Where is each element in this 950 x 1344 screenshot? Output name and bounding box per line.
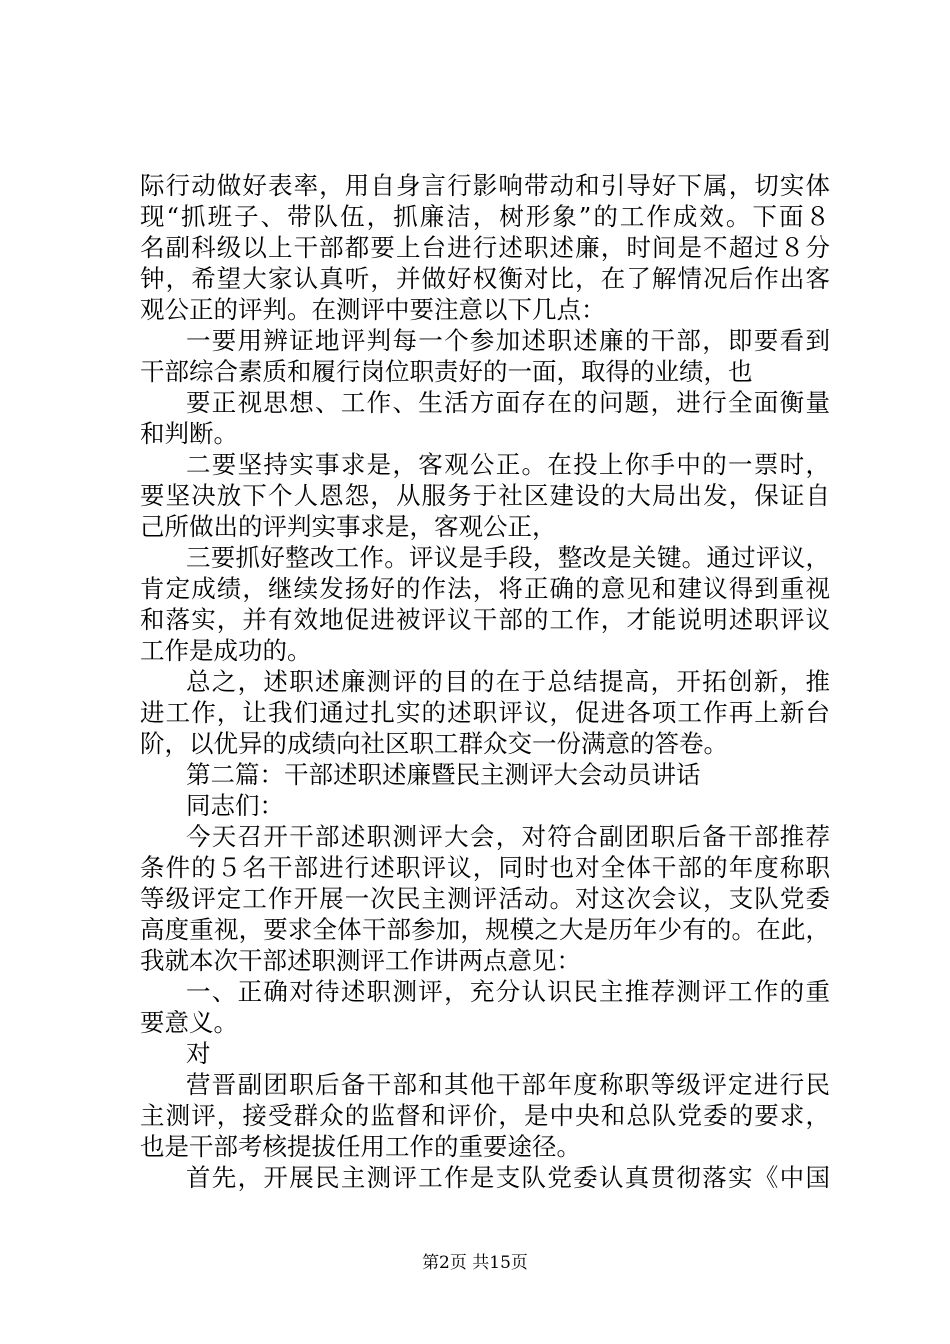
document-body: [140, 170, 830, 1193]
text-line: 名副科级以上干部都要上台进行述职述廉，时间是不超过８分: [140, 233, 830, 262]
text-line: 和落实，并有效地促进被评议干部的工作，才能说明述职评议: [140, 605, 830, 634]
text-line: 观公正的评判。在测评中要注意以下几点：: [140, 295, 606, 324]
text-line: 和判断。: [140, 419, 238, 448]
text-line: 现“抓班子、带队伍，抓廉洁，树形象”的工作成效。下面８: [140, 202, 830, 231]
text-line: 工作是成功的。: [140, 636, 312, 665]
text-line: 干部综合素质和履行岗位职责好的一面，取得的业绩，也: [140, 357, 753, 386]
text-line: 等级评定工作开展一次民主测评活动。对这次会议，支队党委: [140, 884, 830, 913]
text-line: 肯定成绩，继续发扬好的作法，将正确的意见和建议得到重视: [140, 574, 830, 603]
text-line: 要正视思想、工作、生活方面存在的问题，进行全面衡量: [186, 388, 830, 417]
text-line: 际行动做好表率，用自身言行影响带动和引导好下属，切实体: [140, 171, 830, 200]
text-line: 今天召开干部述职测评大会，对符合副团职后备干部推荐: [186, 822, 830, 851]
text-line: 第二篇：干部述职述廉暨民主测评大会动员讲话: [186, 760, 701, 789]
text-line: 己所做出的评判实事求是，客观公正，: [140, 512, 557, 541]
text-line: 要坚决放下个人恩怨，从服务于社区建设的大局出发，保证自: [140, 481, 830, 510]
text-line: 高度重视，要求全体干部参加，规模之大是历年少有的。在此，: [140, 915, 830, 944]
text-line: 营晋副团职后备干部和其他干部年度称职等级评定进行民: [186, 1070, 830, 1099]
text-line: 三要抓好整改工作。评议是手段，整改是关键。通过评议，: [186, 543, 830, 572]
text-line: 进工作，让我们通过扎实的述职评议，促进各项工作再上新台: [140, 698, 830, 727]
text-line: 一要用辨证地评判每一个参加述职述廉的干部，即要看到: [186, 326, 830, 355]
text-line: 首先，开展民主测评工作是支队党委认真贯彻落实《中国: [186, 1163, 830, 1192]
text-line: 也是干部考核提拔任用工作的重要途径。: [140, 1132, 581, 1161]
text-line: 我就本次干部述职测评工作讲两点意见：: [140, 946, 581, 975]
text-line: 总之，述职述廉测评的目的在于总结提高，开拓创新，推: [186, 667, 830, 696]
text-line: 条件的５名干部进行述职评议，同时也对全体干部的年度称职: [140, 853, 830, 882]
text-line: 主测评，接受群众的监督和评价，是中央和总队党委的要求，: [140, 1101, 830, 1130]
text-line: 二要坚持实事求是，客观公正。在投上你手中的一票时，: [186, 450, 830, 479]
text-line: 阶，以优异的成绩向社区职工群众交一份满意的答卷。: [140, 729, 728, 758]
text-line: 要意义。: [140, 1008, 238, 1037]
text-line: 一、正确对待述职测评，充分认识民主推荐测评工作的重: [186, 977, 830, 1006]
text-line: 对: [186, 1039, 211, 1068]
page-footer: 第2页 共15页: [422, 1253, 528, 1273]
text-line: 同志们：: [186, 791, 284, 820]
text-line: 钟，希望大家认真听，并做好权衡对比，在了解情况后作出客: [140, 264, 830, 293]
